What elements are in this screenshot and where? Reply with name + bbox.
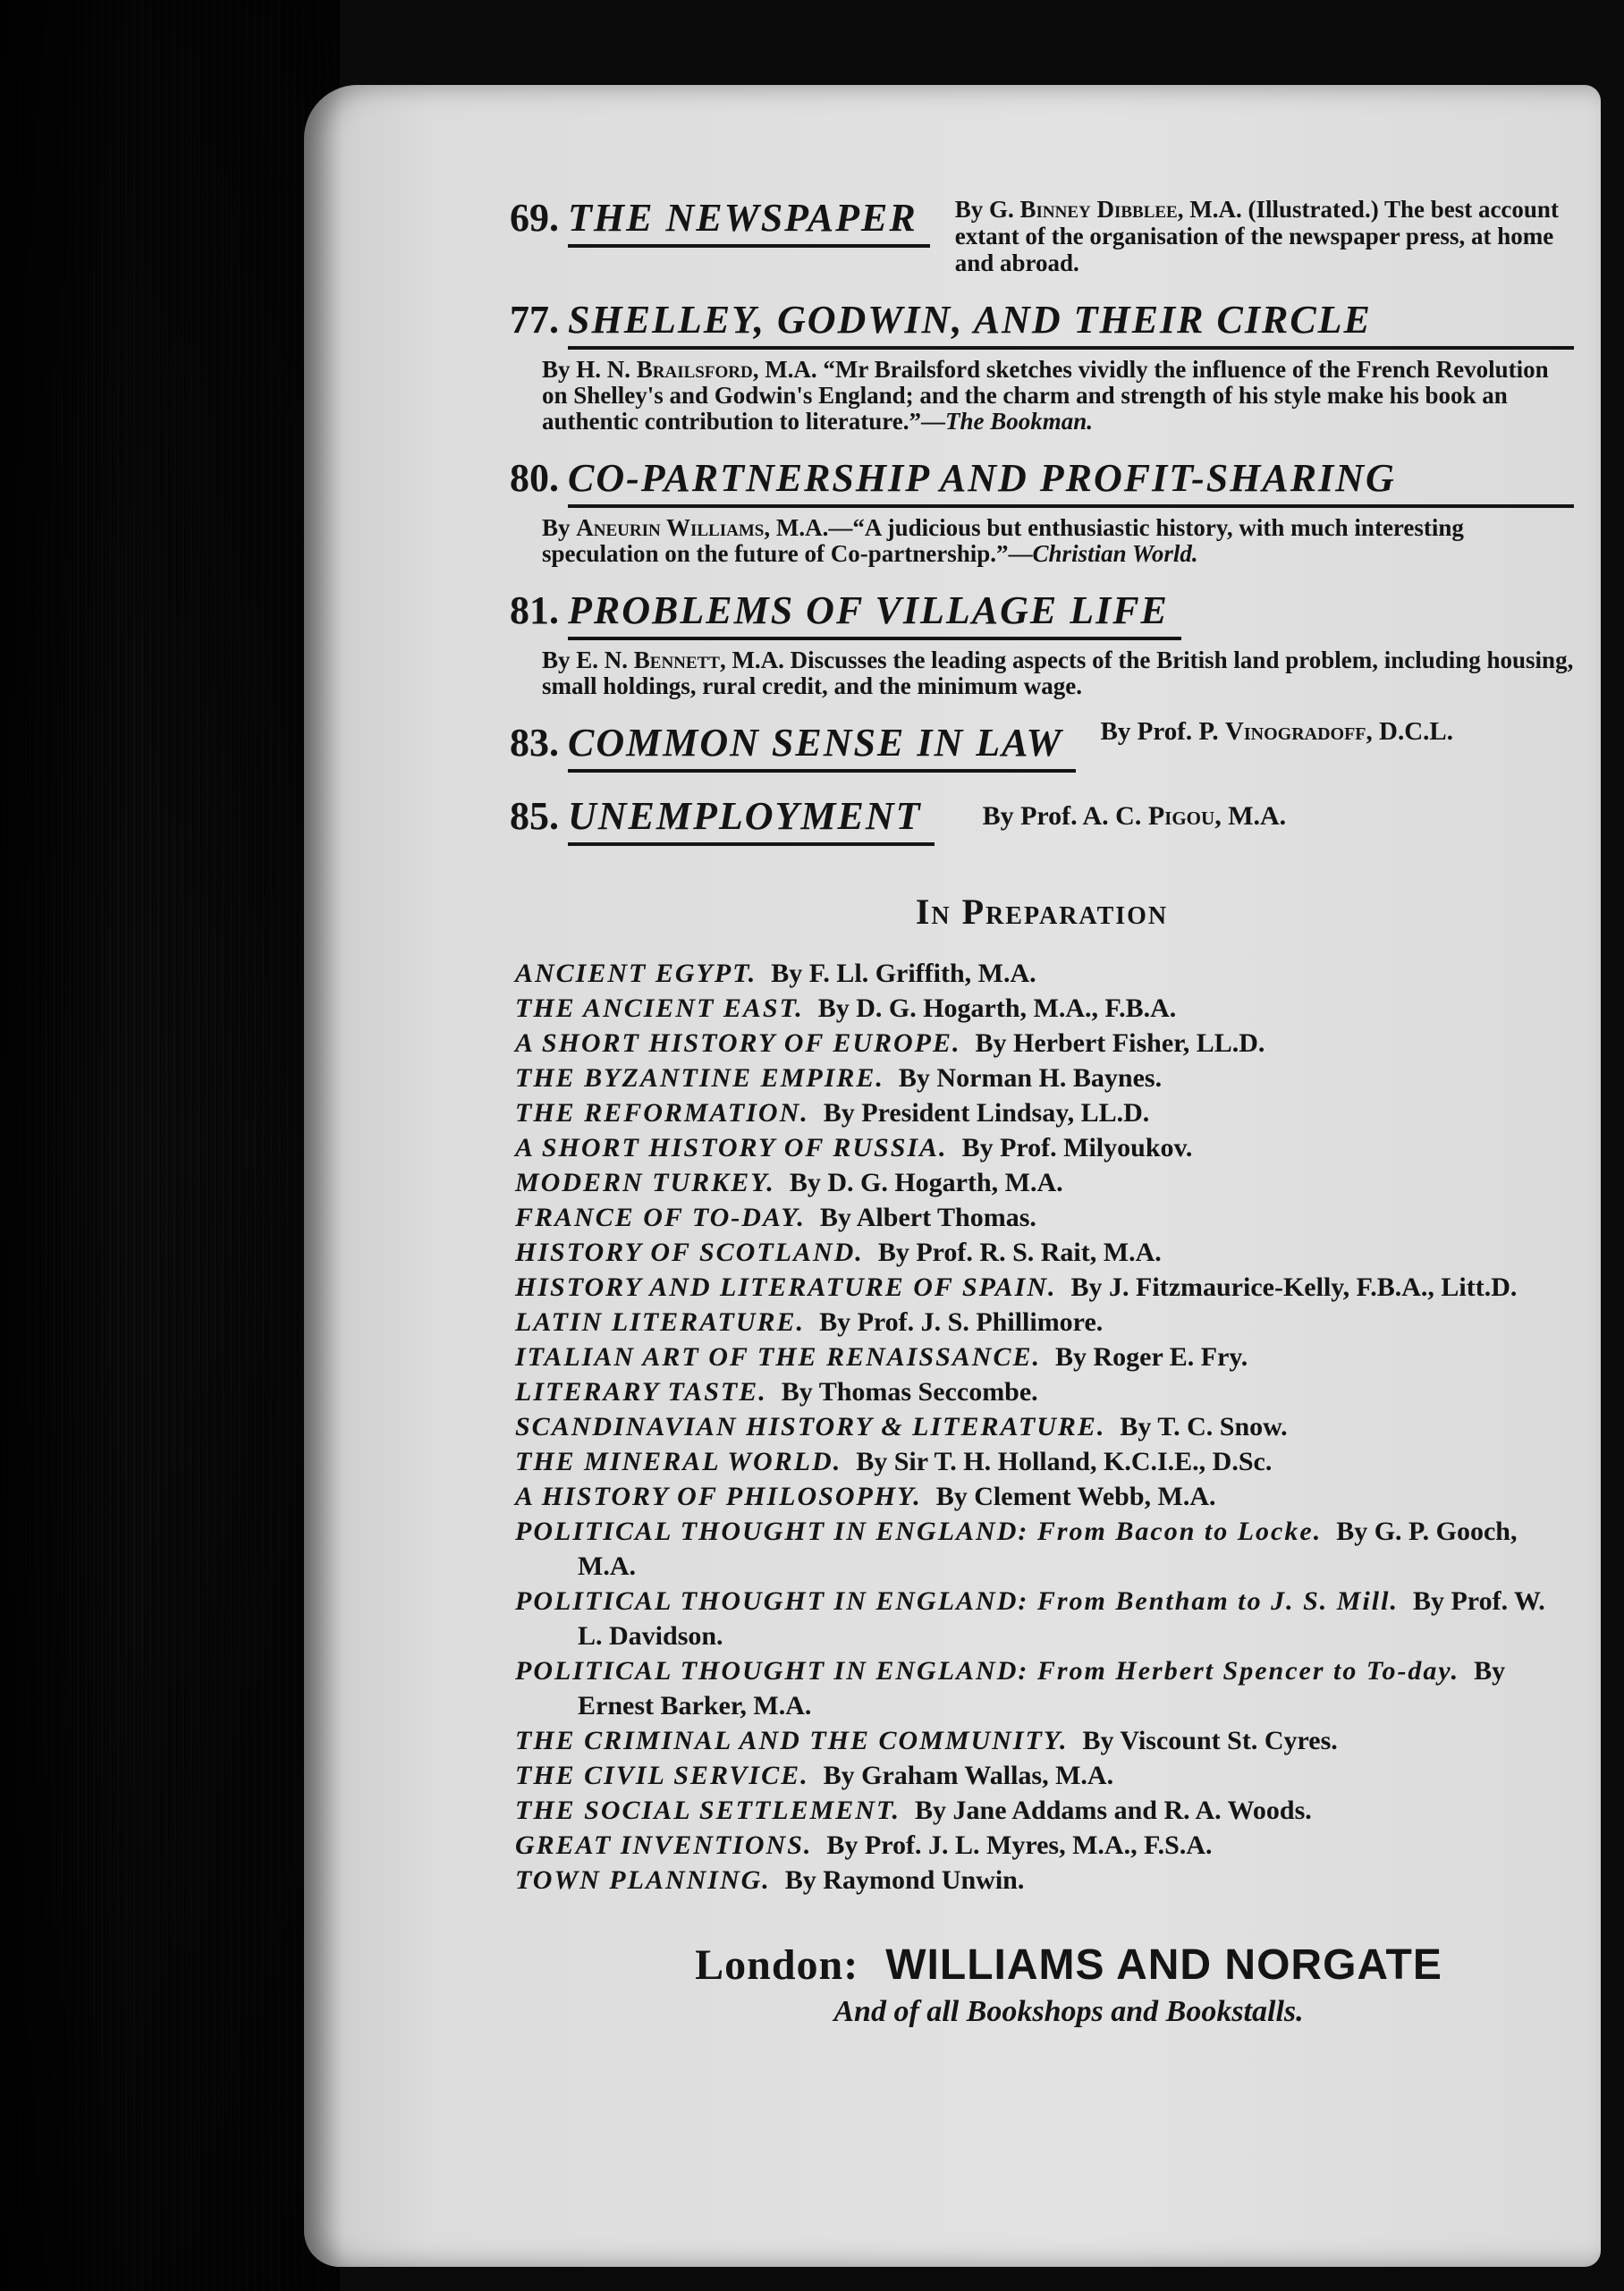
list-item: ITALIAN ART OF THE RENAISSANCE. By Roger E. Fry. bbox=[515, 1342, 1248, 1372]
preparation-list bbox=[510, 956, 1574, 1898]
list-item: POLITICAL THOUGHT IN ENGLAND: From Herbert Spencer to To-day. By Ernest Barker, M.A. bbox=[515, 1656, 1506, 1720]
publisher-city: London: bbox=[695, 1941, 859, 1989]
publisher-tagline: And of all Bookshops and Bookstalls. bbox=[833, 1995, 1304, 2028]
entry-title: CO-PARTNERSHIP AND PROFIT-SHARING bbox=[568, 452, 1574, 508]
entry-title: THE NEWSPAPER bbox=[568, 192, 930, 248]
series-entry bbox=[510, 452, 1574, 567]
list-item: SCANDINAVIAN HISTORY & LITERATURE. By T. C. Snow. bbox=[515, 1412, 1288, 1441]
list-item: GREAT INVENTIONS. By Prof. J. L. Myres, M.A., F.S.A. bbox=[515, 1830, 1213, 1860]
list-item: ANCIENT EGYPT. By F. Ll. Griffith, M.A. bbox=[515, 959, 1036, 988]
list-item: THE CIVIL SERVICE. By Graham Wallas, M.A. bbox=[515, 1761, 1114, 1790]
entry-description: By Prof. A. C. Pigou, M.A. bbox=[982, 801, 1287, 831]
entry-description: By Aneurin Williams, M.A.—“A judicious but enthusiastic history, with much interesting speculation on the future of Co-partnership.”—Christian World. bbox=[542, 514, 1464, 567]
entry-number: 81. bbox=[510, 588, 559, 632]
list-item: A HISTORY OF PHILOSOPHY. By Clement Webb, M.A. bbox=[515, 1482, 1216, 1511]
series-entry bbox=[510, 192, 1574, 276]
series-entry bbox=[510, 585, 1574, 699]
entry-number: 69. bbox=[510, 196, 559, 240]
list-item: THE MINERAL WORLD. By Sir T. H. Holland, K.C.I.E., D.Sc. bbox=[515, 1447, 1273, 1476]
series-entry bbox=[510, 790, 1574, 846]
series-entry bbox=[510, 294, 1574, 435]
list-item: POLITICAL THOUGHT IN ENGLAND: From Bacon to Locke. By G. P. Gooch, M.A. bbox=[515, 1517, 1518, 1581]
list-item: THE REFORMATION. By President Lindsay, LL.D. bbox=[515, 1098, 1150, 1128]
list-item: HISTORY AND LITERATURE OF SPAIN. By J. Fitzmaurice-Kelly, F.B.A., Litt.D. bbox=[515, 1272, 1518, 1302]
page-content bbox=[510, 192, 1574, 2029]
entry-title: SHELLEY, GODWIN, AND THEIR CIRCLE bbox=[568, 294, 1574, 350]
entry-title: PROBLEMS OF VILLAGE LIFE bbox=[568, 585, 1181, 640]
entry-description: By G. Binney Dibblee, M.A. (Illustrated.) The best account extant of the organisation of the newspaper press, at home and abroad. bbox=[954, 196, 1559, 276]
publisher-name: WILLIAMS AND NORGATE bbox=[885, 1941, 1442, 1989]
list-item: LITERARY TASTE. By Thomas Seccombe. bbox=[515, 1377, 1038, 1407]
list-item: A SHORT HISTORY OF RUSSIA. By Prof. Milyoukov. bbox=[515, 1133, 1193, 1162]
book-page bbox=[304, 85, 1601, 2267]
entry-number: 80. bbox=[510, 456, 559, 500]
list-item: POLITICAL THOUGHT IN ENGLAND: From Bentham to J. S. Mill. By Prof. W. L. Davidson. bbox=[515, 1586, 1545, 1651]
entry-description: By H. N. Brailsford, M.A. “Mr Brailsford sketches vividly the influence of the French Revolution on Shelley's and Godwin's England; and the charm and strength of his style make his book an authentic contribution to literature.”—The Bookman. bbox=[542, 356, 1549, 435]
entry-title: UNEMPLOYMENT bbox=[568, 790, 935, 846]
preparation-heading: In Preparation bbox=[915, 892, 1169, 932]
series-entry bbox=[510, 717, 1574, 773]
list-item: THE BYZANTINE EMPIRE. By Norman H. Baynes. bbox=[515, 1063, 1163, 1093]
list-item: MODERN TURKEY. By D. G. Hogarth, M.A. bbox=[515, 1168, 1063, 1197]
list-item: THE CRIMINAL AND THE COMMUNITY. By Viscount St. Cyres. bbox=[515, 1726, 1338, 1755]
list-item: TOWN PLANNING. By Raymond Unwin. bbox=[515, 1865, 1025, 1895]
publisher-footer bbox=[563, 1940, 1574, 2029]
entry-number: 85. bbox=[510, 794, 559, 838]
entry-description: By E. N. Bennett, M.A. Discusses the leading aspects of the British land problem, including housing, small holdings, rural credit, and the minimum wage. bbox=[542, 647, 1574, 699]
entry-title: COMMON SENSE IN LAW bbox=[568, 717, 1076, 773]
list-item: THE SOCIAL SETTLEMENT. By Jane Addams and R. A. Woods. bbox=[515, 1796, 1312, 1825]
list-item: LATIN LITERATURE. By Prof. J. S. Phillimore. bbox=[515, 1307, 1104, 1337]
entry-number: 77. bbox=[510, 298, 559, 342]
list-item: HISTORY OF SCOTLAND. By Prof. R. S. Rait, M.A. bbox=[515, 1238, 1162, 1267]
list-item: THE ANCIENT EAST. By D. G. Hogarth, M.A., F.B.A. bbox=[515, 993, 1177, 1023]
list-item: A SHORT HISTORY OF EUROPE. By Herbert Fisher, LL.D. bbox=[515, 1028, 1265, 1058]
entry-description: By Prof. P. Vinogradoff, D.C.L. bbox=[1100, 717, 1454, 746]
entry-number: 83. bbox=[510, 721, 559, 765]
list-item: FRANCE OF TO-DAY. By Albert Thomas. bbox=[515, 1203, 1036, 1232]
